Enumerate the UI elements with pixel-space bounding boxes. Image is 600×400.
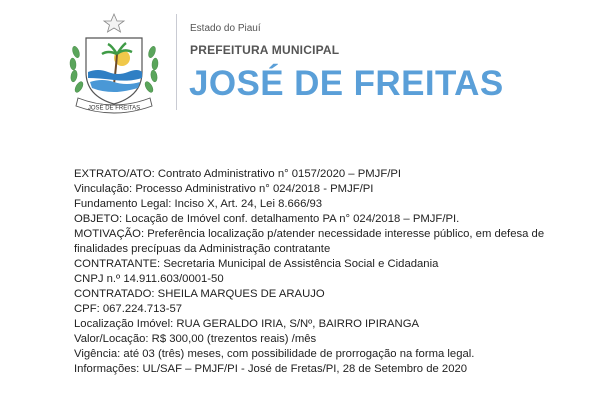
extract-line-cpf: CPF: 067.224.713-57 [74, 303, 183, 315]
extract-line-valor: Valor/Locação: R$ 300,00 (trezentos reais) /mês [74, 333, 317, 345]
extract-line-ato: EXTRATO/ATO: Contrato Administrativo n° 0157/2020 – PMJF/PI [74, 168, 402, 180]
extract-line-contratado: CONTRATADO: SHEILA MARQUES DE ARAUJO [74, 288, 325, 300]
crest-banner-text: JOSÉ DE FREITAS [87, 105, 141, 112]
extract-line-fundamento: Fundamento Legal: Inciso X, Art. 24, Lei 8.666/93 [74, 198, 323, 210]
extract-line-motivacao: MOTIVAÇÃO: Preferência localização p/atender necessidade interesse público, em defesa de finalidades precípuas da Administração contratante [74, 228, 545, 255]
extract-body [74, 167, 594, 377]
extract-line-objeto: OBJETO: Locação de Imóvel conf. detalhamento PA n° 024/2018 – PMJF/PI. [74, 213, 460, 225]
extract-line-localizacao: Localização Imóvel: RUA GERALDO IRIA, S/Nº, BAIRRO IPIRANGA [74, 318, 420, 330]
municipal-crest-icon [64, 12, 164, 120]
extract-line-vigencia: Vigência: até 03 (três) meses, com possibilidade de prorrogação na forma legal. [74, 348, 475, 360]
extract-line-contratante: CONTRATANTE: Secretaria Municipal de Assistência Social e Cidadania [74, 258, 439, 270]
state-name: Estado do Piauí [190, 23, 261, 34]
city-title: JOSÉ DE FREITAS [189, 64, 504, 103]
extract-line-cnpj: CNPJ n.º 14.911.603/0001-50 [74, 273, 224, 285]
extract-line-informacoes: Informações: UL/SAF – PMJF/PI - José de Fretas/PI, 28 de Setembro de 2020 [74, 363, 468, 375]
extract-line-vinculacao: Vinculação: Processo Administrativo n° 024/2018 - PMJF/PI [74, 183, 374, 195]
header-divider [176, 14, 177, 110]
prefeitura-label: PREFEITURA MUNICIPAL [190, 43, 340, 57]
